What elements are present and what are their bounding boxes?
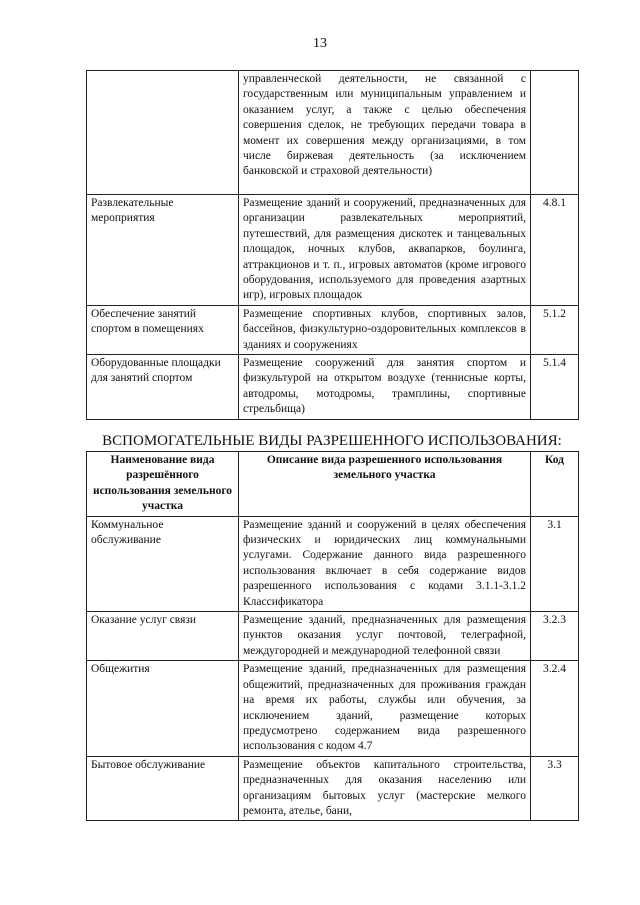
use-description-cell: Размещение спортивных клубов, спортивных залов, бассейнов, физкультурно-оздоровительных комплексов в зданиях и сооружениях bbox=[239, 305, 531, 354]
use-code-cell: 4.8.1 bbox=[531, 195, 579, 306]
use-code-cell: 3.3 bbox=[531, 756, 579, 821]
use-description-cell: Размещение зданий и сооружений в целях обеспечения физических и юридических лиц коммунальными услугами. Содержание данного вида разрешенного использования включает в себя содержание видов разрешенного использования с кодами 3.1.1-3.1.2 Классификатора bbox=[239, 516, 531, 611]
land-use-table-continued bbox=[86, 70, 579, 420]
use-name-cell: Коммунальное обслуживание bbox=[87, 516, 239, 611]
table-row bbox=[87, 195, 579, 306]
use-name-cell: Развлекательные мероприятия bbox=[87, 195, 239, 306]
table-row bbox=[87, 355, 579, 420]
use-name-cell bbox=[87, 71, 239, 195]
use-description-cell: Размещение зданий, предназначенных для размещения общежитий, предназначенных для проживания граждан на время их работы, службы или обучения, за исключением зданий, размещение которых предусмотрено содержанием вида разрешенного использования с кодом 4.7 bbox=[239, 661, 531, 756]
table-row bbox=[87, 756, 579, 821]
use-code-cell: 3.2.3 bbox=[531, 612, 579, 661]
use-description-cell: Размещение зданий, предназначенных для размещения пунктов оказания услуг почтовой, телеграфной, междугородней и международной телефонной связи bbox=[239, 612, 531, 661]
use-description-cell: Размещение сооружений для занятия спортом и физкультурой на открытом воздухе (теннисные корты, автодромы, мотодромы, трамплины, спортивные стрельбища) bbox=[239, 355, 531, 420]
use-code-cell bbox=[531, 71, 579, 195]
use-code-cell: 3.2.4 bbox=[531, 661, 579, 756]
section-title-auxiliary-uses: ВСПОМОГАТЕЛЬНЫЕ ВИДЫ РАЗРЕШЕННОГО ИСПОЛЬЗОВАНИЯ: bbox=[102, 433, 562, 449]
use-name-cell: Общежития bbox=[87, 661, 239, 756]
use-name-cell: Обеспечение занятий спортом в помещениях bbox=[87, 305, 239, 354]
table-header-row bbox=[87, 452, 579, 517]
use-code-cell: 5.1.2 bbox=[531, 305, 579, 354]
page-number: 13 bbox=[313, 36, 327, 51]
table-row bbox=[87, 305, 579, 354]
use-description-cell: управленческой деятельности, не связанной с государственным или муниципальным управлением и оказанием услуг, а также с целью обеспечения совершения сделок, не требующих передачи товара в момент их совершения между организациями, в том числе биржевая деятельность (за исключением банковской и страховой деятельности) bbox=[239, 71, 531, 195]
use-name-cell: Бытовое обслуживание bbox=[87, 756, 239, 821]
header-use-code: Код bbox=[531, 452, 579, 517]
use-code-cell: 3.1 bbox=[531, 516, 579, 611]
header-use-name: Наименование вида разрешённого использования земельного участка bbox=[87, 452, 239, 517]
table-row bbox=[87, 516, 579, 611]
table-row bbox=[87, 71, 579, 195]
auxiliary-uses-table bbox=[86, 451, 579, 821]
header-use-description: Описание вида разрешенного использования земельного участка bbox=[239, 452, 531, 517]
use-code-cell: 5.1.4 bbox=[531, 355, 579, 420]
table-row bbox=[87, 612, 579, 661]
use-description-cell: Размещение объектов капитального строительства, предназначенных для оказания населению или организациям бытовых услуг (мастерские мелкого ремонта, ателье, бани, bbox=[239, 756, 531, 821]
table-row bbox=[87, 661, 579, 756]
use-name-cell: Оказание услуг связи bbox=[87, 612, 239, 661]
use-name-cell: Оборудованные площадки для занятий спортом bbox=[87, 355, 239, 420]
use-description-cell: Размещение зданий и сооружений, предназначенных для организации развлекательных мероприятий, путешествий, для размещения дискотек и танцевальных площадок, ночных клубов, аквапарков, боулинга, аттракционов и т. п., игровых автоматов (кроме игрового оборудования, используемого для проведения азартных игр), игровых площадок bbox=[239, 195, 531, 306]
